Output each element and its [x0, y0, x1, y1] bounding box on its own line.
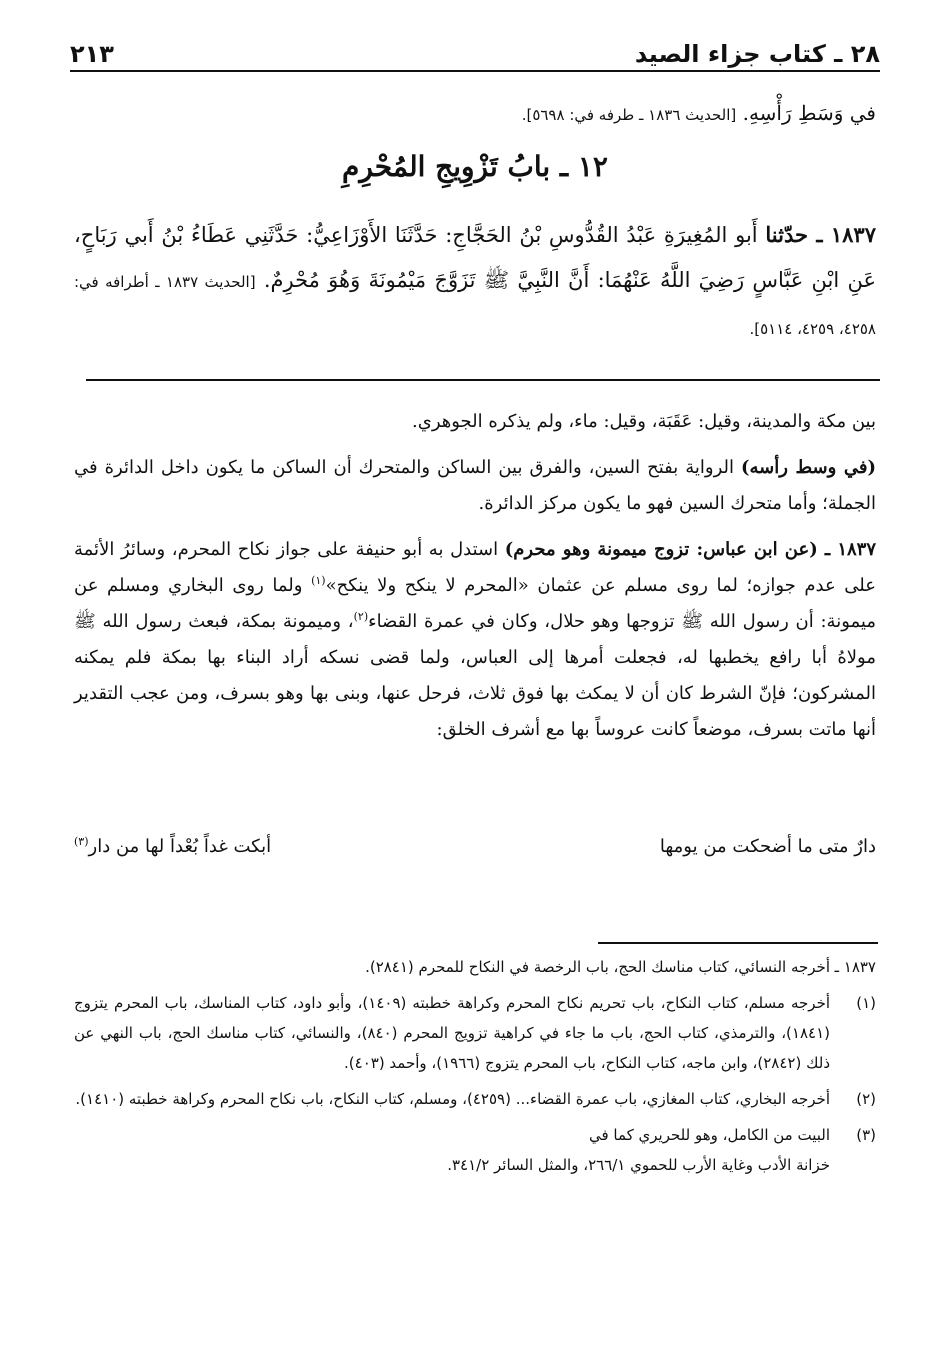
footnote-marker: (١)	[311, 574, 326, 587]
footnote	[74, 1084, 876, 1114]
footnotes-divider	[598, 942, 878, 944]
footnote-text: أخرجه البخاري، كتاب المغازي، باب عمرة القضاء... (٤٢٥٩)، ومسلم، كتاب النكاح، باب نكاح المحرم وكراهة خطبته (١٤١٠).	[75, 1090, 830, 1108]
footnote-marker: (٢)	[353, 610, 369, 623]
commentary-text: بين مكة والمدينة، وقيل: عَقَبَة، وقيل: ماء، ولم يذكره الجوهري.	[412, 411, 876, 432]
footnote-text	[74, 1120, 830, 1180]
commentary-block	[74, 404, 876, 758]
footnote-text-line: البيت من الكامل، وهو للحريري كما في	[588, 1126, 830, 1144]
footnote	[74, 988, 876, 1078]
footnote-marker: (٣)	[74, 835, 89, 848]
footnote-text-line: خزانة الأدب وغاية الأرب للحموي ٢٦٦/١، والمثل السائر ٣٤١/٢.	[447, 1156, 830, 1174]
hadith-text-block	[74, 212, 876, 352]
poem-second-hemistich	[74, 836, 271, 857]
footnote-number: (٢)	[856, 1090, 876, 1108]
commentary-divider	[86, 379, 880, 381]
footnote-number: ١٨٣٧ ـ	[834, 958, 876, 976]
header-divider	[70, 70, 880, 72]
commentary-text: استدل به أبو حنيفة على جواز نكاح المحرم، وسائرُ الأئمة على عدم جوازه؛ لما روى مسلم عن عثمان «المحرم لا ينكح ولا ينكح»	[74, 539, 876, 596]
commentary-heading: (في وسط رأسه)	[741, 457, 876, 478]
page-header	[70, 28, 880, 68]
hadith-number-lead: ١٨٣٧ ـ حدّثنا	[765, 222, 876, 247]
poem-verse	[74, 836, 876, 857]
page-number: ٢١٣	[70, 40, 114, 68]
footnote-text: أخرجه النسائي، كتاب مناسك الحج، باب الرخصة في النكاح للمحرم (٢٨٤١).	[365, 958, 830, 976]
hadith-reference: [الحديث ١٨٣٧ ـ أطرافه في: ٤٢٥٨، ٤٢٥٩، ٥١١٤].	[74, 273, 876, 338]
footnote	[74, 952, 876, 982]
footnote	[74, 1120, 876, 1180]
poem-second-text: أبكت غداً بُعْداً لها من دار	[88, 836, 272, 857]
hadith-body: أَبو المُغِيرَةِ عَبْدُ القُدُّوسِ بْنُ الحَجَّاجِ: حَدَّثَنَا الأَوْزَاعِيُّ: حَدَّثَنِي عَطَاءُ بْنُ أَبي رَبَاحٍ، عَنِ ابْنِ عَبَّاسٍ رَضِيَ اللَّهُ عَنْهُمَا: أَنَّ النَّبِيَّ ﷺ تَزَوَّجَ مَيْمُونَةَ وَهُوَ مُحْرِمٌ.	[74, 223, 876, 292]
footnotes-block	[74, 952, 876, 1186]
chapter-header-title: ٢٨ ـ كتاب جزاء الصيد	[634, 40, 880, 68]
commentary-paragraph	[74, 532, 876, 748]
previous-hadith-text: في وَسَطِ رَأْسِهِ.	[742, 101, 876, 125]
commentary-text: الرواية بفتح السين، والفرق بين الساكن والمتحرك أن الساكن ما يكون داخل الدائرة في الجملة؛ وأما متحرك السين فهو ما يكون مركز الدائرة.	[74, 457, 876, 514]
commentary-paragraph	[74, 450, 876, 522]
footnote-text: أخرجه مسلم، كتاب النكاح، باب تحريم نكاح المحرم وكراهة خطبته (١٤٠٩)، وأبو داود، كتاب المناسك، باب المحرم يتزوج (١٨٤١)، والترمذي، كتاب الحج، باب ما جاء في كراهية تزويج المحرم (٨٤٠)، والنسائي، كتاب مناسك الحج، باب النهي عن ذلك (٢٨٤٢)، وابن ماجه، كتاب النكاح، باب المحرم يتزوج (١٩٦٦)، وأحمد (٤٠٣).	[74, 994, 831, 1072]
commentary-paragraph	[74, 404, 876, 440]
commentary-heading: ١٨٣٧ ـ (عن ابن عباس: تزوج ميمونة وهو محرم)	[504, 539, 876, 560]
commentary-text: ولما روى البخاري ومسلم عن ميمونة: أن رسول الله ﷺ تزوجها وهو حلال، وكان في عمرة القضاء	[74, 575, 876, 632]
previous-hadith-reference: [الحديث ١٨٣٦ ـ طرفه في: ٥٦٩٨].	[521, 106, 737, 124]
commentary-text: ، وميمونة بمكة، فبعث رسول الله ﷺ مولاهُ أبا رافع يخطبها له، فجعلت أمرها إلى العباس، ولما قضى نسكه أراد البناء بها بمكة فلم يمكنه المشركون؛ فإنّ الشرط كان أن لا يمكث بها فوق ثلاث، فرحل عنها، وبنى بها وهو بسرف، ومن عجب التقدير أنها ماتت بسرف، موضعاً كانت عروساً بها مع أشرف الخلق:	[74, 611, 876, 740]
poem-first-text: دارٌ متى ما أضحكت من يومها	[659, 836, 876, 857]
chapter-title: ١٢ ـ بابُ تَزْوِيجِ المُحْرِمِ	[342, 150, 608, 183]
poem-first-hemistich	[660, 836, 876, 857]
previous-hadith-ending	[74, 96, 876, 132]
footnote-number: (٣)	[856, 1126, 876, 1144]
footnote-number: (١)	[856, 994, 876, 1012]
